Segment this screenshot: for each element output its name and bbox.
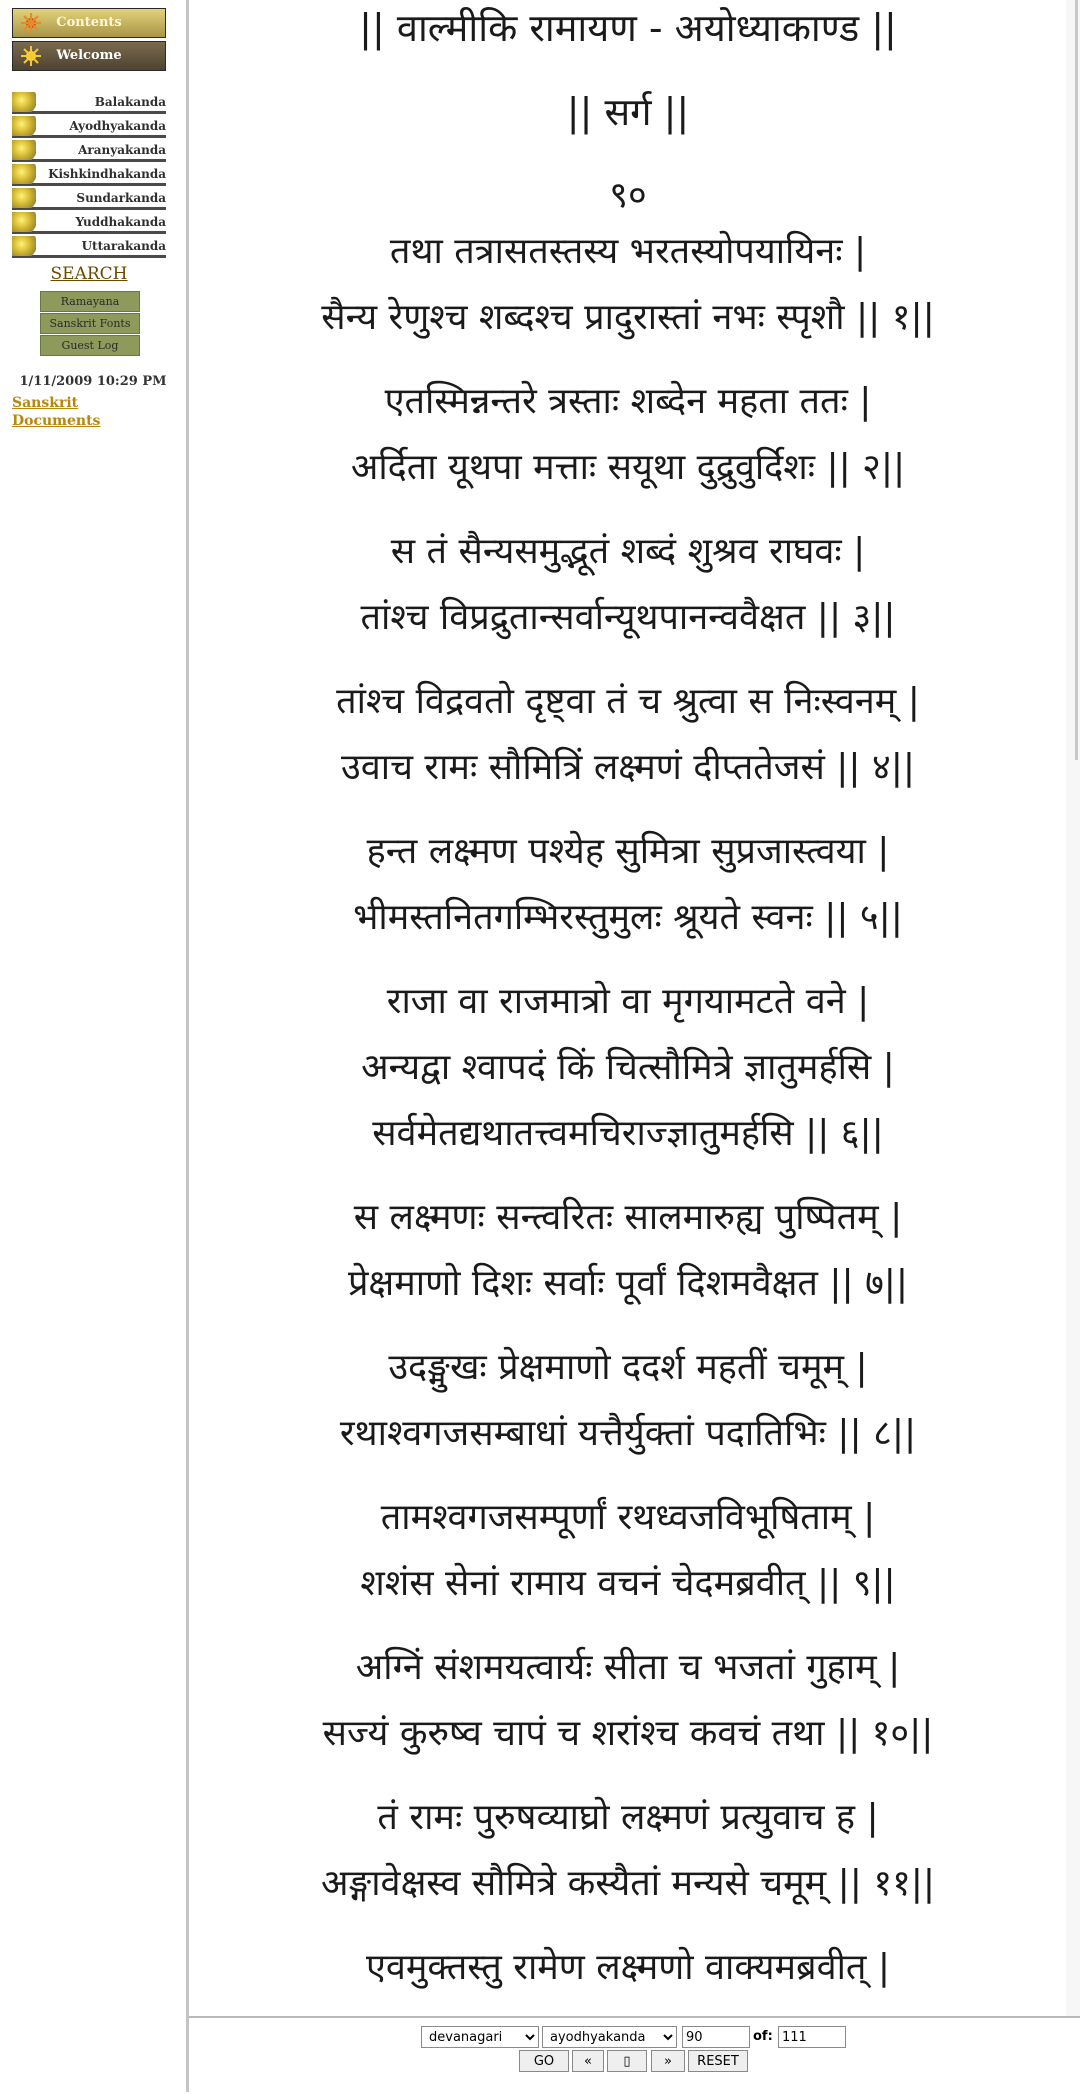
sanskrit-fonts-button[interactable]: Sanskrit Fonts	[40, 313, 140, 334]
verse-line: हन्त लक्ष्मण पश्येह सुमित्रा सुप्रजास्त्वया |	[366, 831, 890, 872]
go-button[interactable]: GO	[519, 2050, 569, 2072]
leaf-icon	[12, 188, 36, 208]
verse-line: तामश्वगजसम्पूर्णां रथध्वजविभूषिताम् |	[380, 1497, 876, 1538]
ramayana-button[interactable]: Ramayana	[40, 291, 140, 312]
verse-line: तांश्च विप्रद्रुतान्सर्वान्यूथपानन्ववैक्षत || ३||	[360, 597, 896, 638]
leaf-icon	[12, 92, 36, 112]
verse-line: उवाच रामः सौमित्रिं लक्ष्मणं दीप्ततेजसं || ४||	[341, 747, 915, 788]
verse-line: अग्निं संशमयत्वार्यः सीता च भजतां गुहाम् |	[355, 1647, 901, 1688]
contents-button[interactable]	[12, 8, 166, 38]
timestamp: 1/11/2009 10:29 PM	[19, 374, 167, 389]
reset-button[interactable]: RESET	[688, 2050, 748, 2072]
leaf-icon	[12, 236, 36, 256]
sidebar-item-kishkindhakanda[interactable]: Kishkindhakanda	[12, 164, 166, 186]
of-label: of:	[753, 2029, 773, 2044]
next-button[interactable]: »	[651, 2050, 685, 2072]
leaf-icon	[12, 212, 36, 232]
scrollbar-thumb[interactable]	[1075, 0, 1078, 760]
leaf-icon	[12, 164, 36, 184]
total-sargas-field[interactable]	[778, 2026, 846, 2048]
current-button[interactable]: ▯	[607, 2050, 647, 2072]
sidebar-divider	[186, 0, 189, 2092]
sarga-title: || सर्ग ||	[566, 90, 690, 134]
main-content	[190, 0, 1066, 2016]
previous-button[interactable]: «	[572, 2050, 604, 2072]
sidebar-item-yuddhakanda[interactable]: Yuddhakanda	[12, 212, 166, 234]
verse-line: प्रेक्षमाणो दिशः सर्वाः पूर्वां दिशमवैक्षत || ७||	[347, 1263, 909, 1304]
verse-line: अर्दिता यूथपा मत्ताः सयूथा दुद्रुवुर्दिशः || २||	[350, 447, 906, 488]
sanskrit-documents-link[interactable]: Sanskrit Documents	[12, 395, 101, 429]
sidebar-item-balakanda[interactable]: Balakanda	[12, 92, 166, 114]
sidebar	[0, 0, 186, 2092]
verse-line: अन्यद्वा श्वापदं किं चित्सौमित्रे ज्ञातुमर्हसि |	[361, 1047, 895, 1088]
sidebar-item-uttarakanda[interactable]: Uttarakanda	[12, 236, 166, 258]
verse-line: एवमुक्तस्तु रामेण लक्ष्मणो वाक्यमब्रवीत् |	[365, 1947, 891, 1988]
verse-line: अङ्गावेक्षस्व सौमित्रे कस्यैतां मन्यसे चमूम् || ११||	[320, 1863, 936, 1904]
search-link[interactable]: SEARCH	[50, 264, 128, 284]
verse-line: सज्यं कुरुष्व चापं च शरांश्च कवचं तथा || १०||	[322, 1713, 934, 1754]
sidebar-item-sundarkanda[interactable]: Sundarkanda	[12, 188, 166, 210]
verse-line: सैन्य रेणुश्च शब्दश्च प्रादुरास्तां नभः स्पृशौ || १||	[321, 297, 935, 338]
flower-icon	[19, 45, 43, 78]
verse-line: तं रामः पुरुषव्याघ्रो लक्ष्मणं प्रत्युवाच ह |	[377, 1797, 879, 1838]
page-title: || वाल्मीकि रामायण - अयोध्याकाण्ड ||	[359, 6, 897, 50]
verse-line: तांश्च विद्रवतो दृष्ट्वा तं च श्रुत्वा स निःस्वनम् |	[336, 681, 920, 722]
verse-line: उदङ्मुखः प्रेक्षमाणो ददर्श महतीं चमूम् |	[388, 1347, 868, 1388]
sidebar-item-aranyakanda[interactable]: Aranyakanda	[12, 140, 166, 162]
sarga-input[interactable]	[682, 2026, 750, 2048]
verse-line: राजा वा राजमात्रो वा मृगयामटते वने |	[386, 981, 870, 1022]
welcome-label: Welcome	[56, 48, 122, 63]
verse-line: सर्वमेतद्यथातत्त्वमचिराज्ज्ञातुमर्हसि || ६||	[372, 1113, 884, 1154]
sarga-number: ९०	[609, 175, 647, 216]
verse-line: रथाश्वगजसम्बाधां यत्तैर्युक्तां पदातिभिः || ८||	[339, 1413, 917, 1454]
kanda-select[interactable]	[542, 2026, 677, 2048]
verse-line: एतस्मिन्नन्तरे त्रस्ताः शब्देन महता ततः |	[384, 381, 872, 422]
verse-line: भीमस्तनितगम्भिरस्तुमुलः श्रूयते स्वनः || ५||	[353, 897, 903, 938]
navigation-controls	[189, 2016, 1080, 2094]
verse-line: तथा तत्रासतस्तस्य भरतस्योपयायिनः |	[389, 231, 867, 272]
contents-label: Contents	[56, 15, 122, 30]
welcome-button[interactable]	[12, 41, 166, 71]
verse-line: स लक्ष्मणः सन्त्वरितः सालमारुह्य पुष्पितम् |	[353, 1197, 903, 1238]
leaf-icon	[12, 140, 36, 160]
verse-line: स तं सैन्यसमुद्भूतं शब्दं शुश्रव राघवः |	[390, 531, 866, 572]
sidebar-item-ayodhyakanda[interactable]: Ayodhyakanda	[12, 116, 166, 138]
verse-line: शशंस सेनां रामाय वचनं चेदमब्रवीत् || ९||	[360, 1563, 896, 1604]
guest-log-button[interactable]: Guest Log	[40, 335, 140, 356]
leaf-icon	[12, 116, 36, 136]
script-select[interactable]	[421, 2026, 539, 2048]
